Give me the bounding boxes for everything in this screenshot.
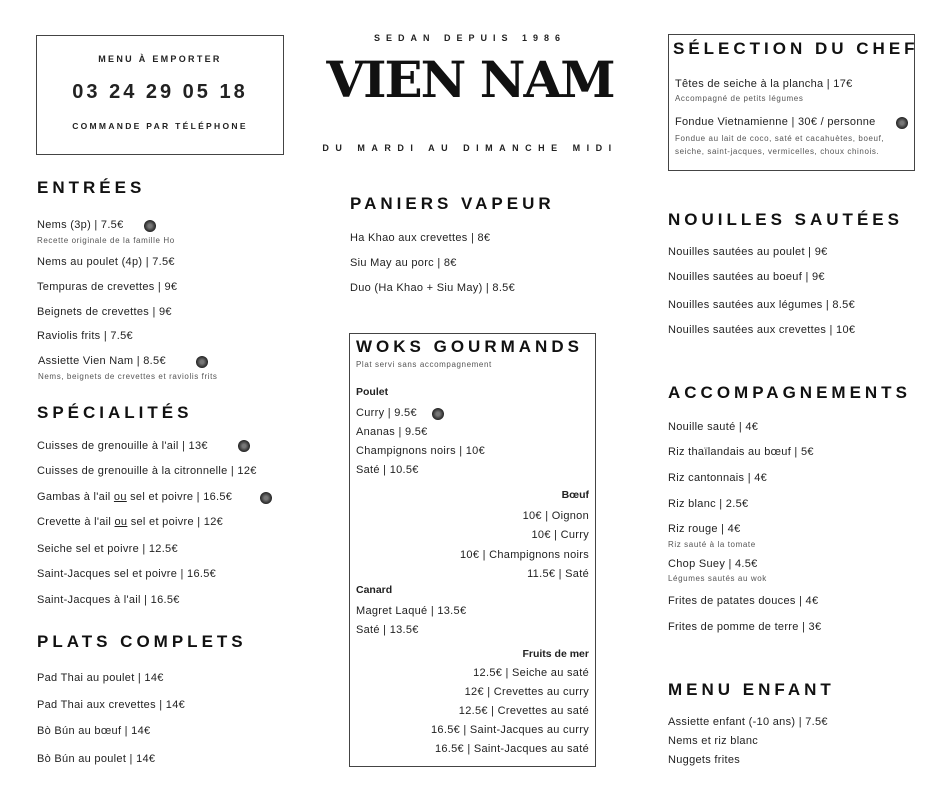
specialites-title: SPÉCIALITÉS <box>37 403 193 422</box>
item-text: Crevette à l'ail <box>37 516 115 528</box>
menu-item: Riz rouge | 4€ <box>668 523 741 535</box>
hours-label: DU MARDI AU DIMANCHE MIDI <box>322 143 618 153</box>
menu-item: Saté | 13.5€ <box>356 624 419 636</box>
menu-item: Curry | 9.5€ <box>356 407 417 419</box>
menu-item <box>37 491 232 503</box>
item-note: Nems, beignets de crevettes et raviolis frits <box>38 372 218 381</box>
item-note: Recette originale de la famille Ho <box>37 236 175 245</box>
order-label: COMMANDE PAR TÉLÉPHONE <box>72 121 248 131</box>
nouilles-title: NOUILLES SAUTÉES <box>668 210 903 229</box>
item-text: ou <box>114 516 128 528</box>
menu-item: Nouilles sautées au boeuf | 9€ <box>668 271 825 283</box>
menu-item: Nems et riz blanc <box>668 735 759 747</box>
menu-item: 10€ | Champignons noirs <box>460 549 589 561</box>
entrees-title: ENTRÉES <box>37 178 146 197</box>
since-label: SEDAN DEPUIS 1986 <box>373 33 567 43</box>
menu-item: Bò Bún au poulet | 14€ <box>37 753 156 765</box>
menu-item: Ananas | 9.5€ <box>356 426 428 438</box>
menu-item: Fondue Vietnamienne | 30€ / personne <box>675 116 876 128</box>
menu-item: Riz blanc | 2.5€ <box>668 498 749 510</box>
item-note: Fondue au lait de coco, saté et cacahuètes, boeuf, <box>675 134 885 143</box>
menu-item: Champignons noirs | 10€ <box>356 445 485 457</box>
menu-item: Frites de pomme de terre | 3€ <box>668 621 822 633</box>
chef-badge-icon <box>260 492 272 504</box>
menu-item <box>37 516 223 528</box>
chef-badge-icon <box>238 440 250 452</box>
menu-item: Pad Thai au poulet | 14€ <box>37 672 164 684</box>
takeaway-label: MENU À EMPORTER <box>98 54 222 64</box>
menu-item: Nuggets frites <box>668 754 741 766</box>
menu-item: Saté | 10.5€ <box>356 464 419 476</box>
menu-item: 12.5€ | Seiche au saté <box>473 667 589 679</box>
plats-title: PLATS COMPLETS <box>37 632 247 651</box>
woks-note: Plat servi sans accompagnement <box>356 360 492 369</box>
menu-item: Nems au poulet (4p) | 7.5€ <box>37 256 175 268</box>
menu-item: Nouilles sautées au poulet | 9€ <box>668 246 828 258</box>
menu-item: Assiette enfant (-10 ans) | 7.5€ <box>668 716 828 728</box>
menu-item: 16.5€ | Saint-Jacques au curry <box>431 724 589 736</box>
menu-item: 10€ | Oignon <box>522 510 589 522</box>
item-text: ou <box>113 491 127 503</box>
menu-item: Nems (3p) | 7.5€ <box>37 219 124 231</box>
menu-item: Cuisses de grenouille à l'ail | 13€ <box>37 440 208 452</box>
woks-title: WOKS GOURMANDS <box>356 337 583 356</box>
menu-item: Raviolis frits | 7.5€ <box>37 330 133 342</box>
item-note: Riz sauté à la tomate <box>668 540 756 549</box>
paniers-title: PANIERS VAPEUR <box>350 194 555 213</box>
menu-item: 12€ | Crevettes au curry <box>464 686 589 698</box>
menu-item: Têtes de seiche à la plancha | 17€ <box>675 78 853 90</box>
chef-badge-icon <box>144 220 156 232</box>
item-text: sel et poivre | 16.5€ <box>126 491 233 503</box>
menu-item: Beignets de crevettes | 9€ <box>37 306 172 318</box>
menu-item: Duo (Ha Khao + Siu May) | 8.5€ <box>350 282 516 294</box>
menu-item: 16.5€ | Saint-Jacques au saté <box>434 743 589 755</box>
menu-item: Chop Suey | 4.5€ <box>668 558 758 570</box>
menu-item: Ha Khao aux crevettes | 8€ <box>350 232 491 244</box>
woks-subheading: Poulet <box>356 386 389 398</box>
menu-item: Riz thaïlandais au bœuf | 5€ <box>668 446 814 458</box>
woks-subheading: Fruits de mer <box>522 648 589 660</box>
chef-title: SÉLECTION DU CHEF <box>673 39 919 58</box>
woks-subheading: Canard <box>356 584 393 596</box>
logo: VIEN NAM <box>326 50 614 109</box>
menu-item: Frites de patates douces | 4€ <box>668 595 819 607</box>
menu-item: 11.5€ | Saté <box>527 568 589 580</box>
menu-item: 10€ | Curry <box>531 529 589 541</box>
menu-item: Tempuras de crevettes | 9€ <box>37 281 178 293</box>
item-note: Légumes sautés au wok <box>668 574 767 583</box>
menu-item: Nouille sauté | 4€ <box>668 421 759 433</box>
item-text: sel et poivre | 12€ <box>127 516 224 528</box>
menu-item: Seiche sel et poivre | 12.5€ <box>37 543 178 555</box>
chef-badge-icon <box>432 408 444 420</box>
accomp-title: ACCOMPAGNEMENTS <box>668 383 911 402</box>
menu-item: Bò Bún au bœuf | 14€ <box>37 725 151 737</box>
menu-item: Nouilles sautées aux crevettes | 10€ <box>668 324 856 336</box>
menu-item: Nouilles sautées aux légumes | 8.5€ <box>668 299 856 311</box>
menu-item: 12.5€ | Crevettes au saté <box>458 705 589 717</box>
menu-item: Siu May au porc | 8€ <box>350 257 457 269</box>
chef-badge-icon <box>196 356 208 368</box>
menu-item: Riz cantonnais | 4€ <box>668 472 768 484</box>
item-note: seiche, saint-jacques, vermicelles, choux chinois. <box>675 147 880 156</box>
woks-subheading: Bœuf <box>561 489 589 501</box>
menu-item: Pad Thai aux crevettes | 14€ <box>37 699 186 711</box>
menu-item: Assiette Vien Nam | 8.5€ <box>38 355 166 367</box>
menu-item: Saint-Jacques sel et poivre | 16.5€ <box>37 568 217 580</box>
enfant-title: MENU ENFANT <box>668 680 835 699</box>
item-text: Gambas à l'ail <box>37 491 114 503</box>
phone-number[interactable]: 03 24 29 05 18 <box>72 81 248 103</box>
menu-item: Saint-Jacques à l'ail | 16.5€ <box>37 594 180 606</box>
chef-badge-icon <box>896 117 908 129</box>
menu-item: Cuisses de grenouille à la citronnelle | 12€ <box>37 465 257 477</box>
menu-item: Magret Laqué | 13.5€ <box>356 605 467 617</box>
item-note: Accompagné de petits légumes <box>675 94 804 103</box>
